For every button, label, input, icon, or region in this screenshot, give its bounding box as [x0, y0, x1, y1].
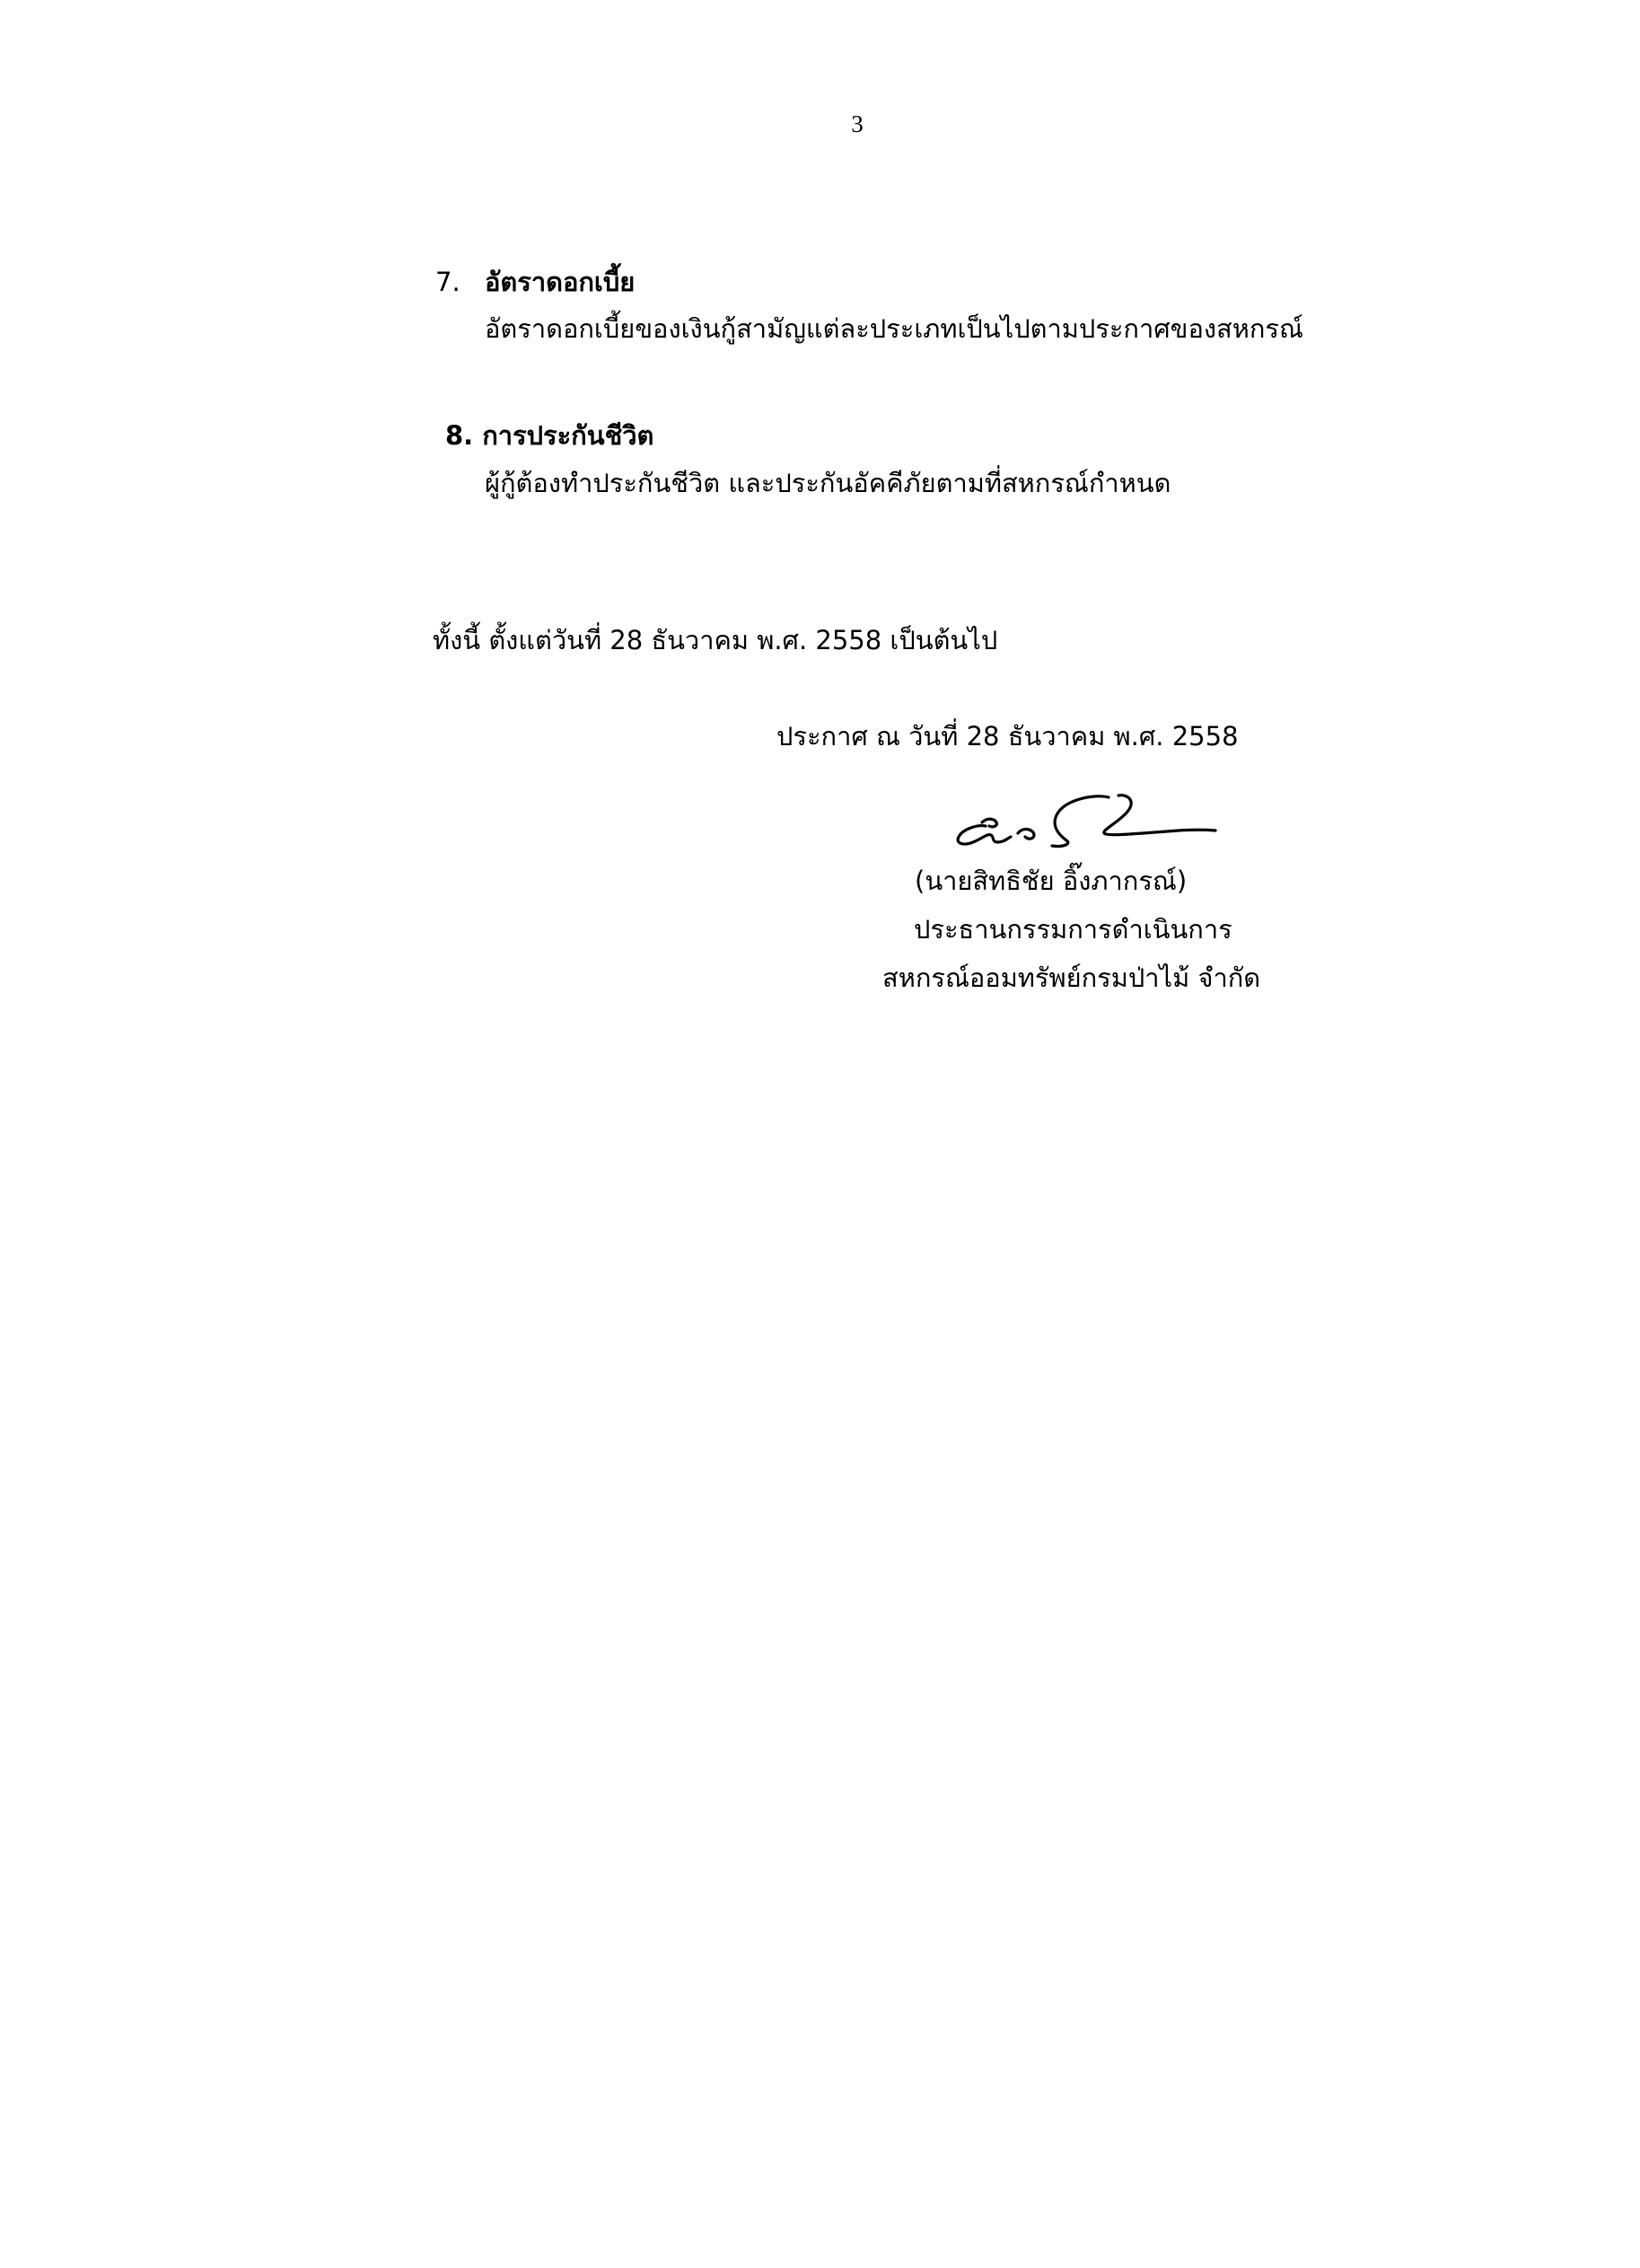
signatory-title: ประธานกรรมการดำเนินการ: [914, 914, 1232, 945]
signature-image: [952, 790, 1221, 853]
section-8-title: การประกันชีวิต: [482, 420, 654, 451]
signatory-name: (นายสิทธิชัย อิ๊งภากรณ์): [915, 866, 1188, 896]
section-8-body: ผู้กู้ต้องทำประกันชีวิต และประกันอัคคีภัยตามที่สหกรณ์กำหนด: [485, 468, 1171, 498]
section-8-number: 8.: [445, 420, 474, 451]
page-number: 3: [851, 110, 864, 137]
section-7-title: อัตราดอกเบี้ย: [485, 267, 636, 297]
section-7-number: 7.: [435, 267, 460, 297]
effective-date-text: ทั้งนี้ ตั้งแต่วันที่ 28 ธันวาคม พ.ศ. 2558 เป็นต้นไป: [433, 625, 998, 655]
section-7-body: อัตราดอกเบี้ยของเงินกู้สามัญแต่ละประเภทเป็นไปตามประกาศของสหกรณ์: [485, 313, 1303, 344]
section-7-heading: [435, 264, 635, 300]
announcement-date: ประกาศ ณ วันที่ 28 ธันวาคม พ.ศ. 2558: [776, 721, 1239, 752]
signatory-organization: สหกรณ์ออมทรัพย์กรมป่าไม้ จำกัด: [882, 963, 1261, 993]
section-8-heading: [445, 418, 653, 453]
